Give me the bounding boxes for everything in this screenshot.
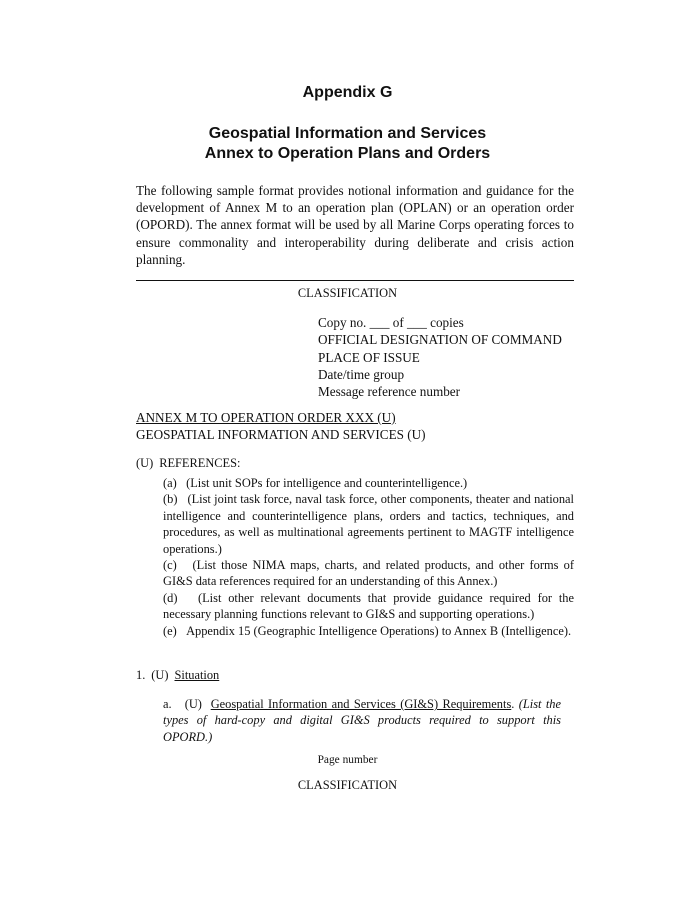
- reference-letter: (a): [163, 476, 177, 490]
- title-line-1: Geospatial Information and Services: [208, 125, 487, 142]
- references-marker: (U): [136, 456, 154, 470]
- page-number: Page number: [317, 754, 378, 766]
- appendix-title: Appendix G: [302, 84, 393, 101]
- subsection-instruction: (List the types of hard-copy and digital GI&S products required to support this OPORD.): [163, 697, 562, 744]
- intro-paragraph: The following sample format provides notional information and guidance for the development of Annex M to an operation plan (OPLAN) or an operation order (OPORD). The annex format will be used by all Marine Corps operating forces to ensure commonality and interoperability during deliberate and crisis action planning.: [136, 183, 574, 267]
- reference-item: [163, 557, 574, 590]
- section-number: 1.: [136, 668, 146, 682]
- place-of-issue: PLACE OF ISSUE: [318, 349, 420, 365]
- reference-item: [163, 590, 574, 623]
- copy-number: Copy no. ___ of ___ copies: [318, 315, 464, 330]
- references-list: [163, 475, 574, 639]
- message-reference: Message reference number: [318, 384, 461, 400]
- annex-subtitle: GEOSPATIAL INFORMATION AND SERVICES (U): [136, 427, 426, 442]
- reference-item: [163, 475, 574, 491]
- subsection-title: Geospatial Information and Services (GI&S) Requirements: [210, 697, 512, 711]
- reference-text: (List joint task force, naval task force, other components, theater and national intelligence and counterintelligence plans, orders and tactics, techniques, and procedures, as well as multinational agreements pertinent to MAGTF intelligence operations.): [163, 492, 574, 556]
- command-designation: OFFICIAL DESIGNATION OF COMMAND: [318, 332, 562, 348]
- subsection-marker: (U): [184, 697, 202, 711]
- reference-text: (List those NIMA maps, charts, and related products, and other forms of GI&S data references required for an understanding of this Annex.): [163, 558, 574, 589]
- reference-text: (List other relevant documents that provide guidance required for the necessary planning functions relevant to GI&S and supporting operations.): [163, 590, 575, 622]
- horizontal-rule: [136, 280, 574, 281]
- classification-top: CLASSIFICATION: [297, 286, 398, 300]
- section-1-heading: [136, 667, 219, 683]
- reference-text: (List unit SOPs for intelligence and counterintelligence.): [186, 476, 468, 490]
- section-title: Situation: [174, 668, 220, 682]
- section-marker: (U): [151, 668, 169, 682]
- date-time-group: Date/time group: [318, 366, 405, 382]
- reference-text: Appendix 15 (Geographic Intelligence Operations) to Annex B (Intelligence).: [186, 623, 572, 638]
- subsection-letter: a.: [163, 697, 172, 711]
- annex-title: ANNEX M TO OPERATION ORDER XXX (U): [136, 410, 396, 425]
- section-1a-paragraph: a. (U) Geospatial Information and Services (GI&S) Requirements. (List the types of hard-copy and digital GI&S products required to support this OPORD.): [163, 697, 562, 744]
- reference-letter: (d): [163, 590, 178, 605]
- classification-bottom: CLASSIFICATION: [297, 778, 398, 792]
- reference-letter: (e): [163, 623, 177, 638]
- annex-heading: [136, 409, 576, 443]
- reference-letter: (c): [163, 558, 177, 573]
- reference-letter: (b): [163, 492, 178, 507]
- references-label: REFERENCES:: [159, 456, 241, 470]
- title-line-2: Annex to Operation Plans and Orders: [204, 145, 491, 162]
- reference-item: [163, 623, 574, 639]
- references-heading: [136, 455, 240, 471]
- annex-main-title: [0, 124, 695, 164]
- header-block: [318, 314, 588, 400]
- reference-item: [163, 491, 574, 557]
